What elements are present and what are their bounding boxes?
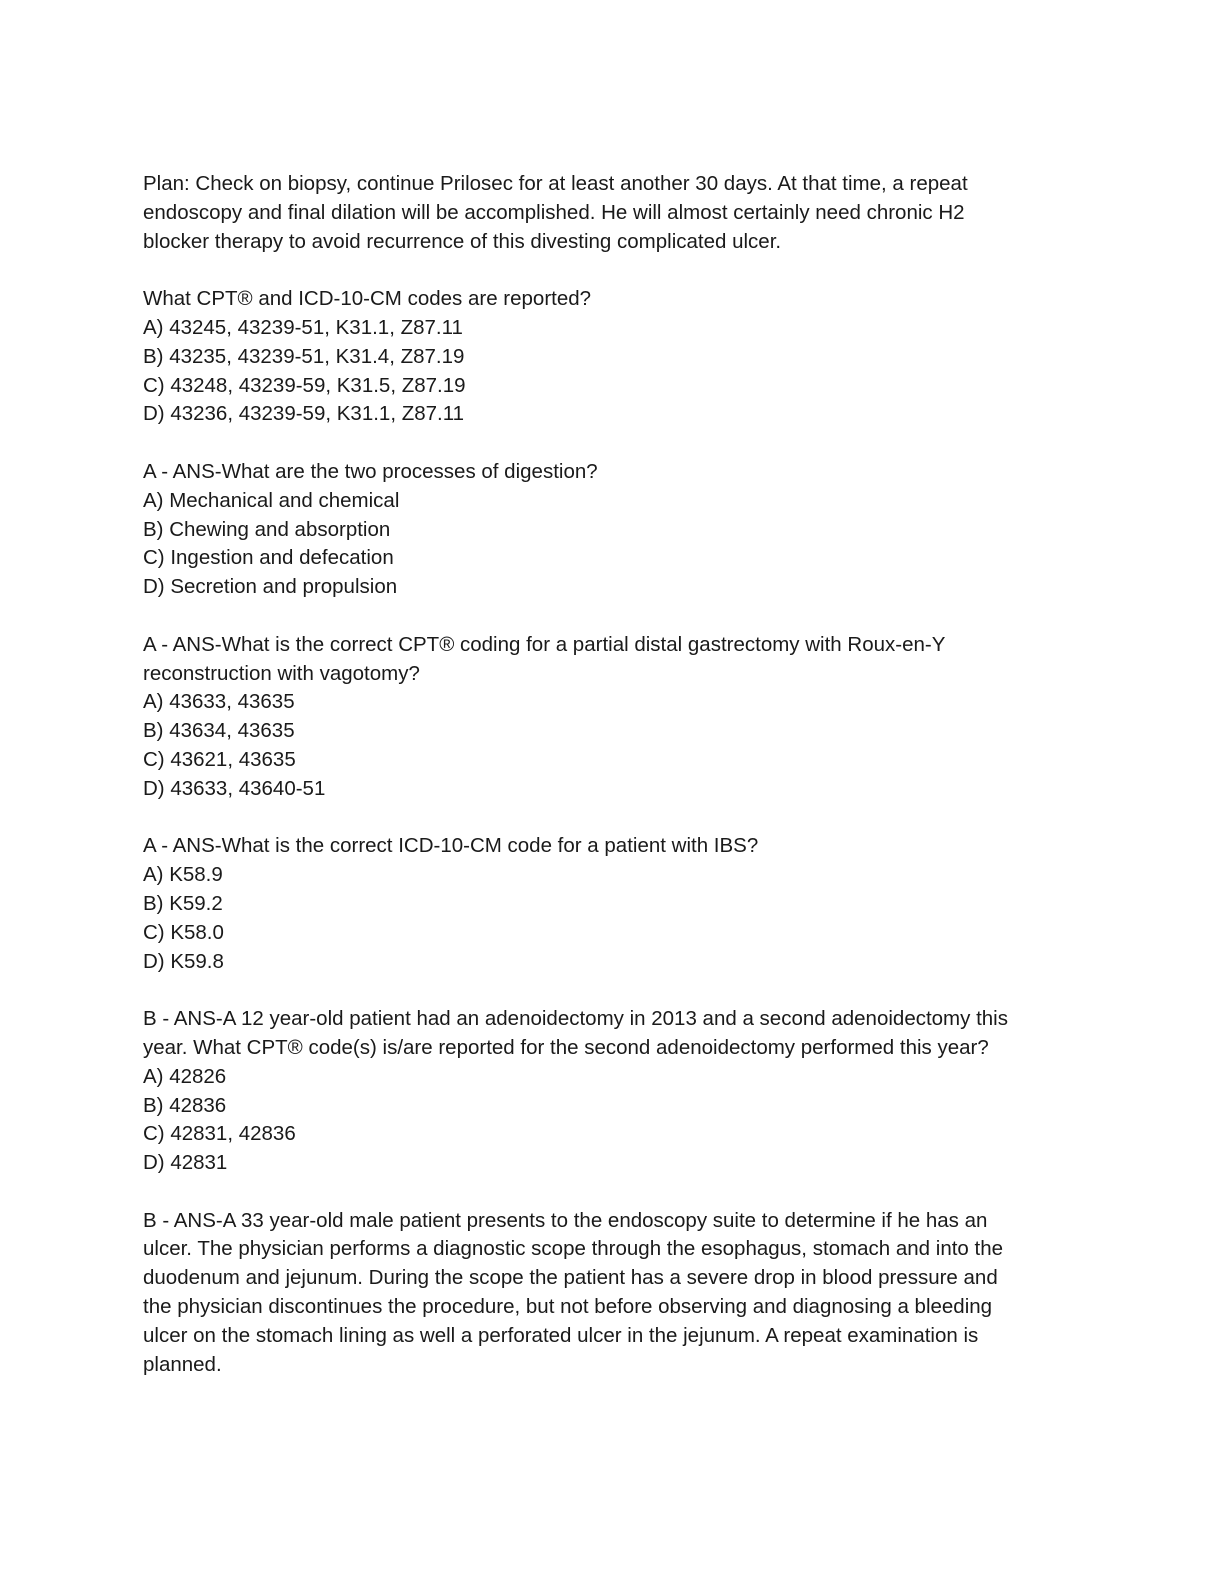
question-text: ulcer on the stomach lining as well a perforated ulcer in the jejunum. A repeat examination is <box>143 1323 979 1347</box>
question-block <box>143 832 1083 976</box>
answer-option: B) Chewing and absorption <box>143 517 391 541</box>
text-line: blocker therapy to avoid recurrence of this divesting complicated ulcer. <box>143 229 782 253</box>
question-text: What CPT® and ICD-10-CM codes are reported? <box>143 287 592 311</box>
text-line: endoscopy and final dilation will be accomplished. He will almost certainly need chronic H2 <box>143 200 965 224</box>
question-block <box>143 1207 1083 1380</box>
question-text: planned. <box>143 1352 222 1376</box>
question-text: A - ANS-What is the correct CPT® coding for a partial distal gastrectomy with Roux-en-Y <box>143 632 946 656</box>
question-text: duodenum and jejunum. During the scope the patient has a severe drop in blood pressure and <box>143 1266 998 1290</box>
answer-option: D) 43633, 43640-51 <box>143 776 326 800</box>
plan-paragraph <box>143 170 1083 256</box>
question-text: A - ANS-What is the correct ICD-10-CM code for a patient with IBS? <box>143 834 759 858</box>
answer-option: D) K59.8 <box>143 949 224 973</box>
question-text: year. What CPT® code(s) is/are reported for the second adenoidectomy performed this year? <box>143 1035 989 1059</box>
answer-option: A) K58.9 <box>143 863 223 887</box>
text-line: Plan: Check on biopsy, continue Prilosec for at least another 30 days. At that time, a repeat <box>143 172 968 195</box>
question-block <box>143 285 1083 429</box>
answer-option: D) 42831 <box>143 1151 228 1175</box>
answer-option: B) 42836 <box>143 1093 227 1117</box>
question-text: A - ANS-What are the two processes of digestion? <box>143 459 598 483</box>
answer-option: C) 42831, 42836 <box>143 1122 296 1146</box>
answer-option: B) 43634, 43635 <box>143 719 295 743</box>
answer-option: D) 43236, 43239-59, K31.1, Z87.11 <box>143 402 465 426</box>
question-text: the physician discontinues the procedure, but not before observing and diagnosing a bleeding <box>143 1295 993 1319</box>
question-text: ulcer. The physician performs a diagnostic scope through the esophagus, stomach and into the <box>143 1237 1004 1261</box>
answer-option: C) 43248, 43239-59, K31.5, Z87.19 <box>143 373 466 397</box>
answer-option: C) Ingestion and defecation <box>143 546 394 570</box>
question-text: reconstruction with vagotomy? <box>143 661 420 685</box>
question-block <box>143 1005 1083 1178</box>
question-text: B - ANS-A 12 year-old patient had an adenoidectomy in 2013 and a second adenoidectomy this <box>143 1007 1008 1031</box>
question-block <box>143 458 1083 602</box>
answer-option: D) Secretion and propulsion <box>143 575 398 599</box>
question-text: B - ANS-A 33 year-old male patient presents to the endoscopy suite to determine if he has an <box>143 1208 988 1232</box>
answer-option: C) K58.0 <box>143 920 224 944</box>
answer-option: B) K59.2 <box>143 891 223 915</box>
answer-option: A) Mechanical and chemical <box>143 488 400 512</box>
answer-option: A) 42826 <box>143 1064 227 1088</box>
answer-option: C) 43621, 43635 <box>143 747 296 771</box>
question-block <box>143 631 1083 804</box>
answer-option: B) 43235, 43239-51, K31.4, Z87.19 <box>143 344 465 368</box>
answer-option: A) 43633, 43635 <box>143 690 295 714</box>
answer-option: A) 43245, 43239-51, K31.1, Z87.11 <box>143 315 463 339</box>
document-page <box>143 170 1083 1408</box>
